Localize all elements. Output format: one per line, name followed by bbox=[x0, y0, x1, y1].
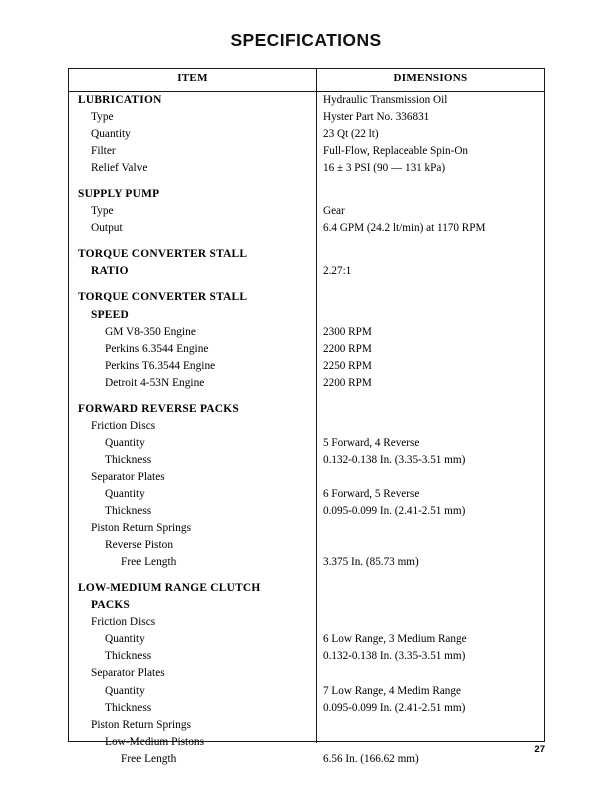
table-row bbox=[69, 160, 544, 177]
row-dimension-value: 0.095-0.099 In. (2.41-2.51 mm) bbox=[323, 701, 466, 714]
row-item-label: TORQUE CONVERTER STALL bbox=[78, 291, 248, 304]
table-row bbox=[69, 683, 544, 700]
table-row bbox=[69, 469, 544, 486]
row-dimension-value: 0.095-0.099 In. (2.41-2.51 mm) bbox=[323, 505, 466, 518]
row-item-label: Low-Medium Pistons bbox=[105, 735, 205, 748]
row-item-label: TORQUE CONVERTER STALL bbox=[78, 248, 248, 261]
page-number: 27 bbox=[534, 744, 545, 755]
row-item-label: SUPPLY PUMP bbox=[78, 188, 160, 201]
row-item-label: Perkins T6.3544 Engine bbox=[105, 359, 216, 372]
row-item-label: Quantity bbox=[105, 633, 145, 646]
row-item-label: Quantity bbox=[105, 684, 145, 697]
row-item-label: SPEED bbox=[91, 308, 129, 321]
row-dimension-value: 3.375 In. (85.73 mm) bbox=[323, 556, 419, 569]
row-item-label: PACKS bbox=[91, 599, 131, 612]
table-row bbox=[69, 751, 544, 768]
row-item-label: Separator Plates bbox=[91, 667, 165, 680]
table-row bbox=[69, 520, 544, 537]
table-row bbox=[69, 126, 544, 143]
table-row bbox=[69, 324, 544, 341]
table-row bbox=[69, 554, 544, 571]
row-dimension-value: 6 Forward, 5 Reverse bbox=[323, 487, 420, 500]
row-dimension-value: Full-Flow, Replaceable Spin-On bbox=[323, 145, 468, 158]
row-dimension-value: 2200 RPM bbox=[323, 342, 372, 355]
row-item-label: Detroit 4-53N Engine bbox=[105, 376, 205, 389]
row-item-label: Reverse Piston bbox=[105, 539, 174, 552]
table-row bbox=[69, 203, 544, 220]
row-dimension-value: 2250 RPM bbox=[323, 359, 372, 372]
row-dimension-value: 2300 RPM bbox=[323, 325, 372, 338]
table-row bbox=[69, 717, 544, 734]
row-dimension-value: Hydraulic Transmission Oil bbox=[323, 94, 448, 106]
row-dimension-value: 16 ± 3 PSI (90 — 131 kPa) bbox=[323, 162, 446, 175]
row-item-label: Type bbox=[91, 205, 114, 218]
table-row bbox=[69, 246, 544, 263]
row-item-label: Free Length bbox=[121, 752, 177, 765]
row-dimension-value: Gear bbox=[323, 205, 345, 218]
row-dimension-value: 5 Forward, 4 Reverse bbox=[323, 436, 420, 449]
table-row bbox=[69, 289, 544, 306]
table-row bbox=[69, 580, 544, 597]
row-dimension-value: 7 Low Range, 4 Medim Range bbox=[323, 684, 461, 697]
row-item-label: Relief Valve bbox=[91, 162, 148, 175]
row-item-label: RATIO bbox=[91, 265, 129, 278]
row-item-label: Thickness bbox=[105, 505, 152, 518]
column-header-dimensions: DIMENSIONS bbox=[393, 72, 468, 84]
row-item-label: Separator Plates bbox=[91, 470, 165, 483]
table-row bbox=[69, 597, 544, 614]
table-row bbox=[69, 263, 544, 280]
table-row bbox=[69, 186, 544, 203]
table-row bbox=[69, 401, 544, 418]
table-row bbox=[69, 452, 544, 469]
table-row bbox=[69, 665, 544, 682]
table-row bbox=[69, 92, 544, 109]
row-dimension-value: 6.4 GPM (24.2 lt/min) at 1170 RPM bbox=[323, 222, 486, 235]
row-item-label: Quantity bbox=[105, 436, 145, 449]
table-row bbox=[69, 109, 544, 126]
row-item-label: Thickness bbox=[105, 453, 152, 466]
row-dimension-value: 6 Low Range, 3 Medium Range bbox=[323, 633, 467, 646]
table-row bbox=[69, 307, 544, 324]
row-dimension-value: 2.27:1 bbox=[323, 265, 352, 278]
row-item-label: Free Length bbox=[121, 556, 177, 569]
row-dimension-value: 2200 RPM bbox=[323, 376, 372, 389]
row-item-label: Filter bbox=[91, 145, 116, 158]
table-row bbox=[69, 648, 544, 665]
table-row bbox=[69, 614, 544, 631]
row-dimension-value: 0.132-0.138 In. (3.35-3.51 mm) bbox=[323, 453, 466, 466]
row-item-label: GM V8-350 Engine bbox=[105, 325, 196, 338]
row-item-label: Friction Discs bbox=[91, 616, 156, 629]
row-dimension-value: 23 Qt (22 lt) bbox=[323, 128, 379, 141]
row-item-label: Type bbox=[91, 111, 114, 124]
table-row bbox=[69, 375, 544, 392]
page-title: SPECIFICATIONS bbox=[230, 30, 382, 50]
row-item-label: LOW-MEDIUM RANGE CLUTCH bbox=[78, 582, 261, 595]
table-row bbox=[69, 358, 544, 375]
row-item-label: FORWARD REVERSE PACKS bbox=[78, 402, 239, 415]
row-dimension-value: 6.56 In. (166.62 mm) bbox=[323, 752, 419, 765]
row-item-label: LUBRICATION bbox=[78, 94, 162, 106]
table-row bbox=[69, 143, 544, 160]
row-item-label: Output bbox=[91, 222, 123, 235]
table-row bbox=[69, 418, 544, 435]
row-item-label: Perkins 6.3544 Engine bbox=[105, 342, 209, 355]
specifications-table bbox=[68, 68, 545, 765]
column-header-item: ITEM bbox=[177, 72, 208, 84]
row-item-label: Piston Return Springs bbox=[91, 522, 191, 535]
row-item-label: Quantity bbox=[105, 487, 145, 500]
row-item-label: Piston Return Springs bbox=[91, 718, 191, 731]
table-row bbox=[69, 503, 544, 520]
row-dimension-value: 0.132-0.138 In. (3.35-3.51 mm) bbox=[323, 650, 466, 663]
table-body bbox=[69, 92, 544, 768]
row-item-label: Thickness bbox=[105, 650, 152, 663]
row-item-label: Thickness bbox=[105, 701, 152, 714]
row-item-label: Quantity bbox=[91, 128, 131, 141]
table-row bbox=[69, 220, 544, 237]
row-item-label: Friction Discs bbox=[91, 419, 156, 432]
row-dimension-value: Hyster Part No. 336831 bbox=[323, 111, 430, 124]
table-row bbox=[69, 734, 544, 751]
table-row bbox=[69, 700, 544, 717]
table-row bbox=[69, 435, 544, 452]
table-row bbox=[69, 341, 544, 358]
table-row bbox=[69, 631, 544, 648]
table-row bbox=[69, 486, 544, 503]
table-row bbox=[69, 537, 544, 554]
